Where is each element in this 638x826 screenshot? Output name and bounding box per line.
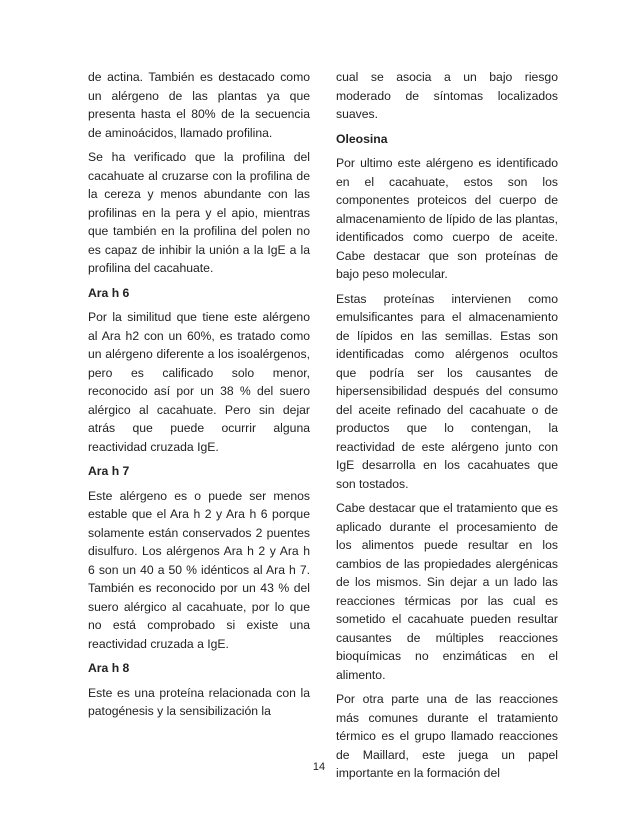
paragraph-riesgo: cual se asocia a un bajo riesgo moderado de síntomas localizados suaves. (336, 70, 558, 121)
left-column (88, 68, 310, 721)
paragraph-oleosina: Por ultimo este alérgeno es identificado en el cacahuate, estos son los componentes proteicos del cuerpo de almacenamiento de lípido de las plantas, identificados como cuerpo de aceite. Cabe destacar que son proteínas de bajo peso molecular. (336, 156, 558, 281)
paragraph-profilina-cacahuate: Se ha verificado que la profilina del cacahuate al cruzarse con la profilina de la cereza y menos abundante con las profilinas en la pera y el apio, mientras que también en la profilina del polen no es capaz de inhibir la unión a la IgE a la profilina del cacahuate. (88, 150, 310, 275)
paragraph-maillard: Por otra parte una de las reacciones más comunes durante el tratamiento térmico es el grupo llamado reacciones de Maillard, este juega un papel importante en la formación del (336, 692, 558, 780)
heading-ara-h-7: Ara h 7 (88, 464, 130, 478)
right-column (336, 68, 558, 783)
paragraph-emulsificantes: Estas proteínas intervienen como emulsificantes para el almacenamiento de lípidos en las semillas. Estas son identificadas como alérgenos ocultos que podría ser los causantes de hipersensibilidad después del consumo del aceite refinado del cacahuate o de productos que lo contengan, la reactividad de este alérgeno junto con IgE desarrolla en los cacahuates que son tostados. (336, 291, 558, 491)
paragraph-tratamiento: Cabe destacar que el tratamiento que es aplicado durante el procesamiento de los alimentos puede resultar en los cambios de las propiedades alergénicas de los mismos. Sin dejar a un lado las reacciones térmicas por las cual es sometido el cacahuate pueden resultar causantes de múltiples reacciones bioquímicas no enzimáticas en el alimento. (336, 501, 558, 682)
paragraph-actina: de actina. También es destacado como un alérgeno de las plantas ya que presenta hasta el 80% de la secuencia de aminoácidos, llamado profilina. (88, 70, 310, 140)
heading-ara-h-6: Ara h 6 (88, 285, 130, 300)
heading-ara-h-8: Ara h 8 (88, 661, 130, 675)
paragraph-ara-h-6: Por la similitud que tiene este alérgeno al Ara h2 con un 60%, es tratado como un alérgeno diferente a los isoalérgenos, pero es calificado solo menor, reconocido así por un 38 % del suero alérgico al cacahuate. Pero sin dejar atrás que puede ocurrir alguna reactividad cruzada IgE. (88, 310, 310, 454)
paragraph-ara-h-8: Este es una proteína relacionada con la patogénesis y la sensibilización la (88, 685, 310, 718)
paragraph-ara-h-7: Este alérgeno es o puede ser menos estable que el Ara h 2 y Ara h 6 porque solamente están conservados 2 puentes disulfuro. Los alérgenos Ara h 2 y Ara h 6 son un 40 a 50 % idénticos al Ara h 7. También es reconocido por un 43 % del suero alérgico al cacahuate, por lo que no está comprobado si existe una reactividad cruzada a IgE. (88, 488, 310, 651)
heading-oleosina: Oleosina (336, 131, 388, 146)
page-number: 14 (312, 761, 326, 773)
